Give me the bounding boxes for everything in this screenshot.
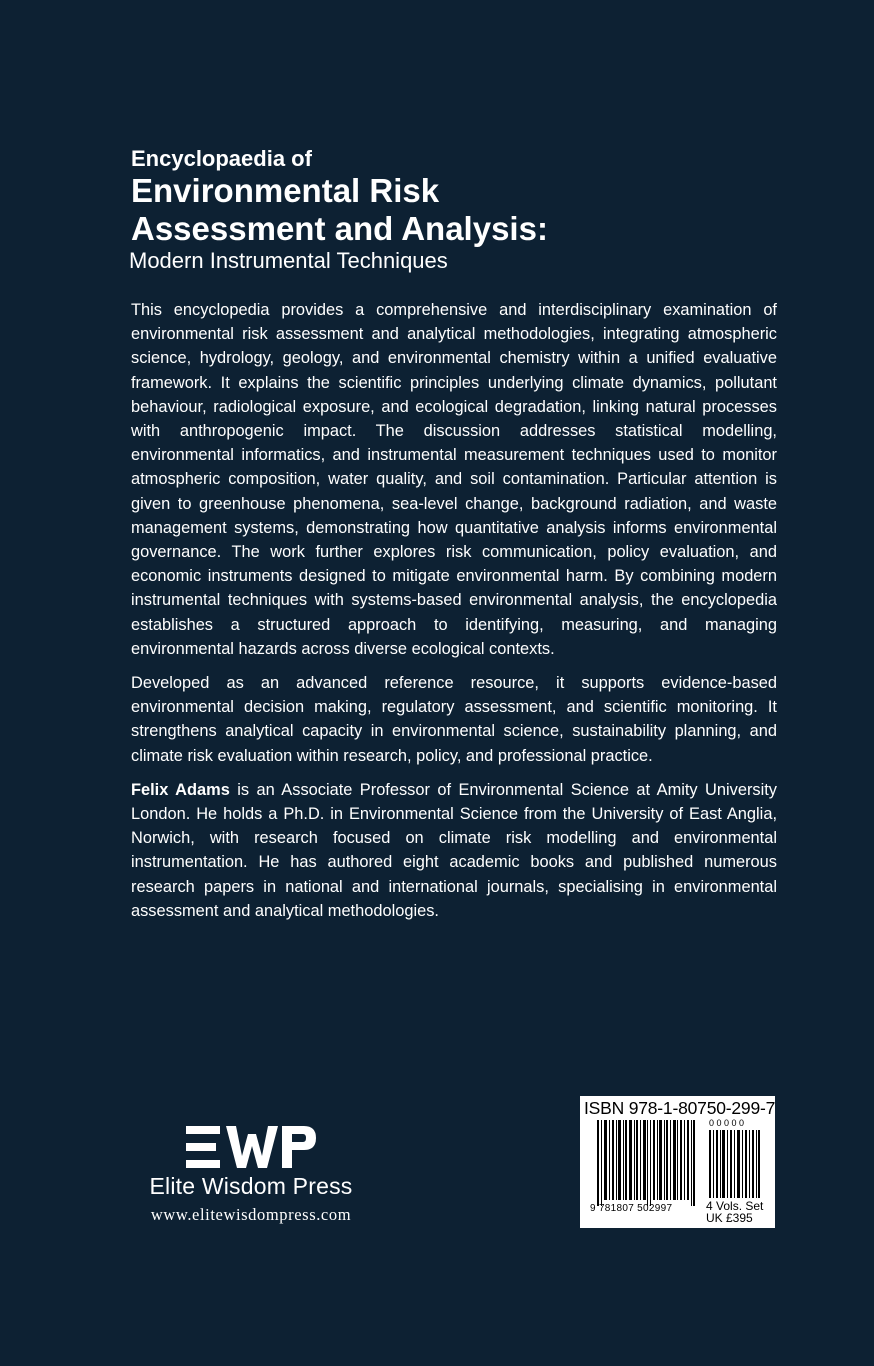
title-block	[131, 146, 771, 274]
publisher-logo-icon	[186, 1126, 316, 1168]
pre-title: Encyclopaedia of	[131, 146, 312, 171]
description-paragraph-2: Developed as an advanced reference resource, it supports evidence-based environmental decision making, regulatory assessment, and scientific monitoring. It strengthens analytical capacity in environmental science, sustainability planning, and climate risk evaluation within research, policy, and professional practice.	[131, 674, 777, 765]
isbn-number: ISBN 978-1-80750-299-7	[584, 1098, 776, 1118]
publisher-name: Elite Wisdom Press	[149, 1173, 353, 1199]
publisher-url: www.elitewisdompress.com	[150, 1205, 352, 1224]
set-volumes: 4 Vols. Set	[706, 1199, 764, 1213]
set-price: UK £395	[706, 1211, 753, 1225]
author-bio	[131, 778, 777, 923]
set-info	[706, 1200, 763, 1224]
blurb	[131, 298, 777, 933]
book-title-line-1: Environmental Risk	[131, 172, 440, 209]
book-subtitle: Modern Instrumental Techniques	[129, 248, 448, 273]
publisher-block	[131, 1126, 371, 1226]
description-paragraph-1: This encyclopedia provides a comprehensive and interdisciplinary examination of environmental risk assessment and analytical methodologies, integrating atmospheric science, hydrology, geology, and environmental chemistry within a unified evaluative framework. It explains the scientific principles underlying climate dynamics, pollutant behaviour, radiological exposure, and ecological degradation, linking natural processes with anthropogenic impact. The discussion addresses statistical modelling, environmental informatics, and instrumental measurement techniques used to monitor atmospheric composition, water quality, and soil contamination. Particular attention is given to greenhouse phenomena, sea-level change, background radiation, and waste management systems, demonstrating how quantitative analysis informs environmental governance. The work further explores risk communication, policy evaluation, and economic instruments designed to mitigate environmental harm. By combining modern instrumental techniques with systems-based environmental analysis, the encyclopedia establishes a structured approach to identifying, measuring, and managing environmental hazards across diverse ecological contexts.	[131, 301, 777, 658]
book-title-line-2: Assessment and Analysis:	[131, 210, 548, 247]
addon-digits: 00000	[709, 1118, 747, 1128]
barcode-digits: 9 781807 502997	[590, 1203, 673, 1214]
isbn-barcode	[580, 1096, 775, 1228]
author-bio-text: is an Associate Professor of Environmental Science at Amity University London. He holds a Ph.D. in Environmental Science from the University of East Anglia, Norwich, with research focused on climate risk modelling and environmental instrumentation. He has authored eight academic books and published numerous research papers in national and international journals, specialising in environmental assessment and analytical methodologies.	[131, 780, 777, 920]
author-name: Felix Adams	[131, 780, 230, 799]
